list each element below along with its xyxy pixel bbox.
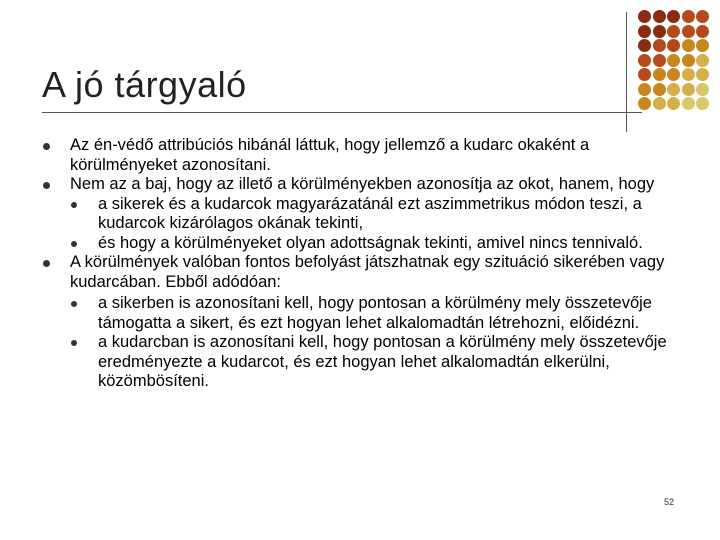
sub-bullet-text: és hogy a körülményeket olyan adottságnak tekinti, amivel nincs tennivaló. [98, 233, 643, 252]
decorative-dot [682, 97, 695, 110]
bullet-item [40, 136, 690, 175]
bullet-dot-icon [43, 143, 50, 150]
sub-bullet-text: a sikerek és a kudarcok magyarázatánál ezt aszimmetrikus módon teszi, a kudarcok kizárólagos okának tekinti, [98, 194, 642, 232]
sub-bullet-text: a sikerben is azonosítani kell, hogy pontosan a körülmény mely összetevője támogatta a sikert, és ezt hogyan lehet alkalomadtán létrehozni, előidézni. [98, 294, 652, 332]
bullet-dot-icon [71, 241, 77, 247]
decorative-dot [696, 39, 709, 52]
decorative-dot [638, 54, 651, 67]
decorative-dot [653, 97, 666, 110]
decorative-dot [667, 39, 680, 52]
bullet-dot-icon [43, 182, 50, 189]
bullet-dot-icon [71, 202, 77, 208]
bullet-item [40, 175, 690, 195]
bullet-item [40, 253, 690, 292]
decorative-dot [696, 25, 709, 38]
decorative-dot [667, 97, 680, 110]
decorative-dot [667, 83, 680, 96]
decorative-dot [638, 97, 651, 110]
sub-bullet-text: a kudarcban is azonosítani kell, hogy pontosan a körülmény mely összetevője eredményezte a kudarcot, és ezt hogyan lehet alkalomadtán elkerülni, közömbösíteni. [98, 333, 667, 390]
decorative-dot [682, 68, 695, 81]
decorative-dot [653, 10, 666, 23]
slide-content [40, 136, 690, 392]
decorative-dot [667, 25, 680, 38]
decorative-dot [682, 54, 695, 67]
decorative-dot [653, 54, 666, 67]
bullet-dot-icon [71, 340, 77, 346]
sub-bullet-item [40, 333, 690, 392]
decorative-dot [638, 83, 651, 96]
decorative-dot [653, 83, 666, 96]
bullet-text: Nem az a baj, hogy az illető a körülményekben azonosítja az okot, hanem, hogy [70, 175, 655, 193]
decorative-dot [667, 54, 680, 67]
decorative-dot [653, 68, 666, 81]
decorative-dot [696, 54, 709, 67]
bullet-dot-icon [43, 260, 50, 267]
sub-bullet-item [40, 195, 690, 234]
bullet-dot-icon [71, 301, 77, 307]
decorative-dot [638, 68, 651, 81]
vertical-divider [626, 12, 627, 132]
decorative-dot [696, 83, 709, 96]
slide-title: A jó tárgyaló [42, 64, 247, 105]
decorative-dot [682, 83, 695, 96]
decorative-dot [696, 10, 709, 23]
bullet-text: Az én-védő attribúciós hibánál láttuk, hogy jellemző a kudarc okaként a körülményeket azonosítani. [70, 136, 590, 174]
title-underline [42, 112, 642, 113]
decorative-dot [638, 25, 651, 38]
decorative-dot [667, 10, 680, 23]
page-number: 52 [664, 497, 675, 507]
sub-bullet-item [40, 234, 690, 254]
sub-bullet-item [40, 294, 690, 333]
decorative-dot [638, 10, 651, 23]
decorative-dot [682, 39, 695, 52]
decorative-dot [696, 97, 709, 110]
decorative-dot [653, 39, 666, 52]
decorative-dot [667, 68, 680, 81]
decorative-dot [682, 10, 695, 23]
decorative-dot [696, 68, 709, 81]
bullet-text: A körülmények valóban fontos befolyást játszhatnak egy szituáció sikerében vagy kudarcában. Ebből adódóan: [70, 253, 665, 291]
decorative-dot [653, 25, 666, 38]
decorative-dot [638, 39, 651, 52]
decorative-dot [682, 25, 695, 38]
